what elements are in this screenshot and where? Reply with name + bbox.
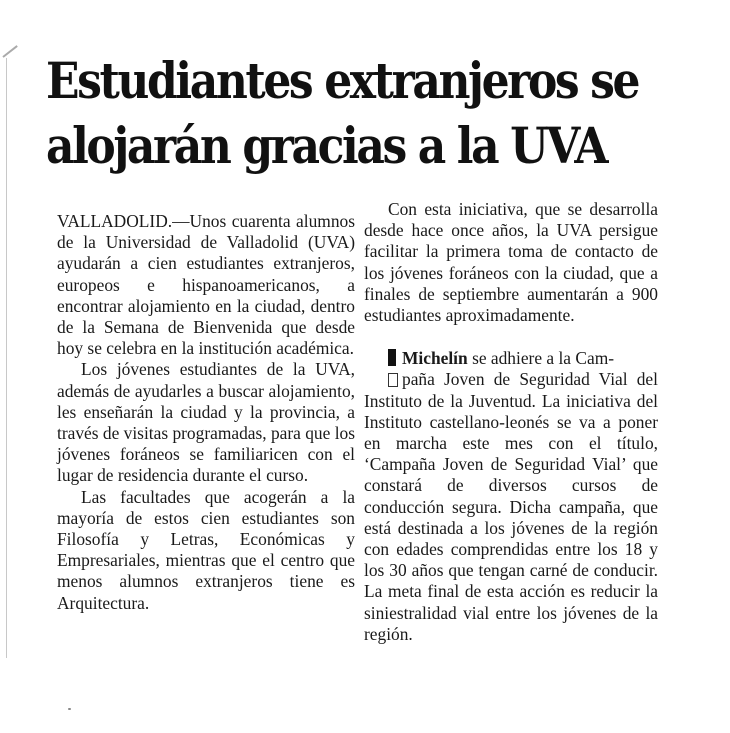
brief-first-line-rest: se adhiere a la Cam- [472, 348, 615, 369]
article-paragraph-3: Las facultades que acogerán a la mayoría de estos cien estudiantes son Filosofía y Letras, Económicas y Empresariales, mientras que el centro que menos alumnos extranjeros tiene es Arquitectura. [57, 486, 355, 613]
scan-edge-line [6, 58, 7, 658]
headline-line-2: alojarán gracias a la UVA [46, 118, 607, 176]
scan-edge-mark [2, 45, 17, 58]
brief-lead: Michelín [402, 348, 468, 369]
brief-first-line [364, 348, 658, 369]
brief-body [364, 369, 658, 645]
headline-line-1: Estudiantes extranjeros se [46, 53, 639, 111]
article-paragraph-4: Con esta iniciativa, que se desarrolla desde hace once años, la UVA persigue facilitar la primera toma de contacto de los jóvenes foráneos con la ciudad, que a finales de septiembre aumentarán a 900 estudiantes aproximadamente. [364, 199, 658, 326]
article-paragraph-1: VALLADOLID.—Unos cuarenta alumnos de la Universidad de Valladolid (UVA) ayudarán a cien estudiantes extranjeros, europeos e hispanoamericanos, a encontrar alojamiento en la ciudad, dentro de la Semana de Bienvenida que desde hoy se celebra en la institución académica. [57, 211, 355, 359]
article-right-column [364, 199, 658, 645]
scan-speck [68, 708, 71, 710]
article-paragraph-2: Los jóvenes estudiantes de la UVA, además de ayudarles a buscar alojamiento, les enseñarán la ciudad y la provincia, a través de visitas programadas, para que los jóvenes foráneos se familiaricen con el lugar de residencia durante el curso. [57, 359, 355, 486]
headline [46, 50, 686, 180]
article-left-column [57, 211, 355, 614]
placeholder-box-icon [388, 373, 398, 387]
brief-body-text: paña Joven de Seguridad Vial del Instituto de la Juventud. La iniciativa del Instituto castellano-leonés se va a poner en marcha este mes con el título, ‘Campaña Joven de Seguridad Vial’ que constará de diversos cursos de conducción segura. Dicha campaña, que está destinada a los jóvenes de la región con edades comprendidas entre los 18 y los 30 años que tengan carné de conducir. La meta final de esta acción es reducir la siniestralidad vial entre los jóvenes de la región. [364, 369, 658, 644]
section-marker-icon [388, 349, 396, 366]
